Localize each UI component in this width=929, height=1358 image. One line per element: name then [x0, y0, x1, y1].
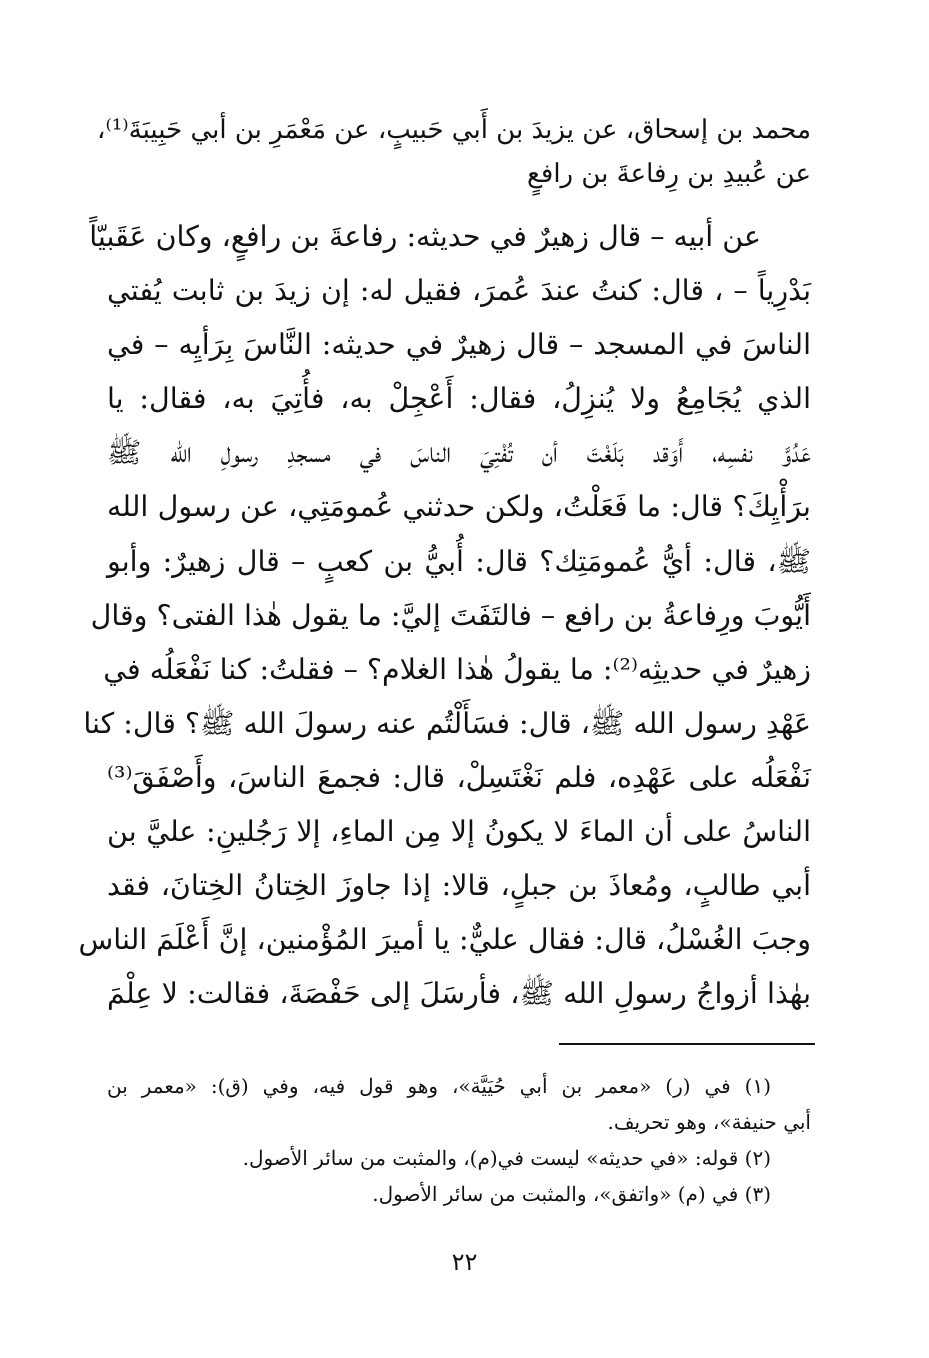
header-line: محمد بن إسحاق، عن يزيدَ بن أَبي حَبيبٍ، عن مَعْمَرِ بن أبي حَبِيبَةَ⁽¹⁾، — [97, 115, 811, 145]
footnote-separator — [559, 1043, 815, 1045]
page-number: ٢٢ — [451, 1248, 478, 1276]
footnote-1-line-2: أبي حنيفة»، وهو تحريف. — [607, 1110, 811, 1134]
footnote-1-line-1: (١) في (ر) «معمر بن أبي حُيَيَّة»، وهو قول فيه، وفي (ق): «معمر بن — [107, 1074, 771, 1098]
body-line: الذي يُجَامِعُ ولا يُنزِلُ، فقال: أَعْجِلْ به، فأُتِيَ به، فقال: يا — [107, 382, 811, 416]
body-line: بَدْرِياً – ، قال: كنتُ عندَ عُمرَ، فقيل له: إن زيدَ بن ثابت يُفتي — [107, 274, 811, 308]
footnote-2: (٢) قوله: «في حديثه» ليست في(م)، والمثبت من سائر الأصول. — [242, 1146, 771, 1170]
body-line: أَيُّوبَ ورِفاعةُ بن رافع – فالتَفَتَ إليَّ: ما يقول هٰذا الفتى؟ وقال — [90, 598, 811, 632]
header-line: عن عُبيدِ بن رِفاعةَ بن رافعٍ — [527, 159, 811, 189]
chain-of-narration — [97, 108, 811, 196]
footnote-3: (٣) في (م) «واتفق»، والمثبت من سائر الأصول. — [372, 1182, 771, 1206]
body-line: بهٰذا أزواجُ رسولِ الله ﷺ، فأرسَلَ إلى حَفْصَةَ، فقالت: لا عِلْمَ — [107, 977, 811, 1011]
body-line: ﷺ، قال: أيُّ عُمومَتِك؟ قال: أُبيُّ بن كعبٍ – قال زهيرٌ: وأبو — [107, 544, 811, 578]
body-line: الناسَ في المسجد – قال زهيرٌ في حديثه: النَّاسَ بِرَأيِه – في — [107, 328, 811, 362]
body-line: برَأْيِكَ؟ قال: ما فَعَلْتُ، ولكن حدثني عُمومَتِي، عن رسول الله — [107, 490, 811, 524]
hadith-text — [78, 210, 811, 1021]
body-line: أبي طالبٍ، ومُعاذَ بن جبلٍ، قالا: إذا جاوزَ الخِتانُ الخِتانَ، فقد — [107, 869, 811, 903]
body-line: الناسُ على أن الماءَ لا يكونُ إلا مِن الماءِ، إلا رَجُلينِ: عليَّ بن — [107, 815, 811, 849]
body-line: عَهْدِ رسول الله ﷺ، قال: فسَأَلْتُم عنه رسولَ الله ﷺ؟ قال: كنا — [83, 706, 811, 740]
body-line: وجبَ الغُسْلُ، قال: فقال عليٌّ: يا أميرَ المُؤْمنين، إنَّ أَعْلَمَ الناس — [78, 923, 811, 957]
body-line: نَفْعَلُه على عَهْدِه، فلم نَغْتَسِلْ، قال: فجمعَ الناسَ، وأَصْفَقَ⁽³⁾ — [107, 760, 811, 794]
body-line: عَدُوَّ نفسِه، أَوَقد بَلَغْتَ أن تُفْتِيَ الناسَ في مسجدِ رسولِ الله ﷺ — [107, 436, 811, 470]
body-line: عن أبيه – قال زهيرٌ في حديثه: رفاعةَ بن رافعٍ، وكان عَقَبيّاً — [89, 220, 761, 253]
body-line: زهيرٌ في حديثِه⁽²⁾: ما يقولُ هٰذا الغلام؟ – فقلتُ: كنا نَفْعَلُه في — [103, 652, 811, 686]
footnotes — [107, 1068, 811, 1212]
